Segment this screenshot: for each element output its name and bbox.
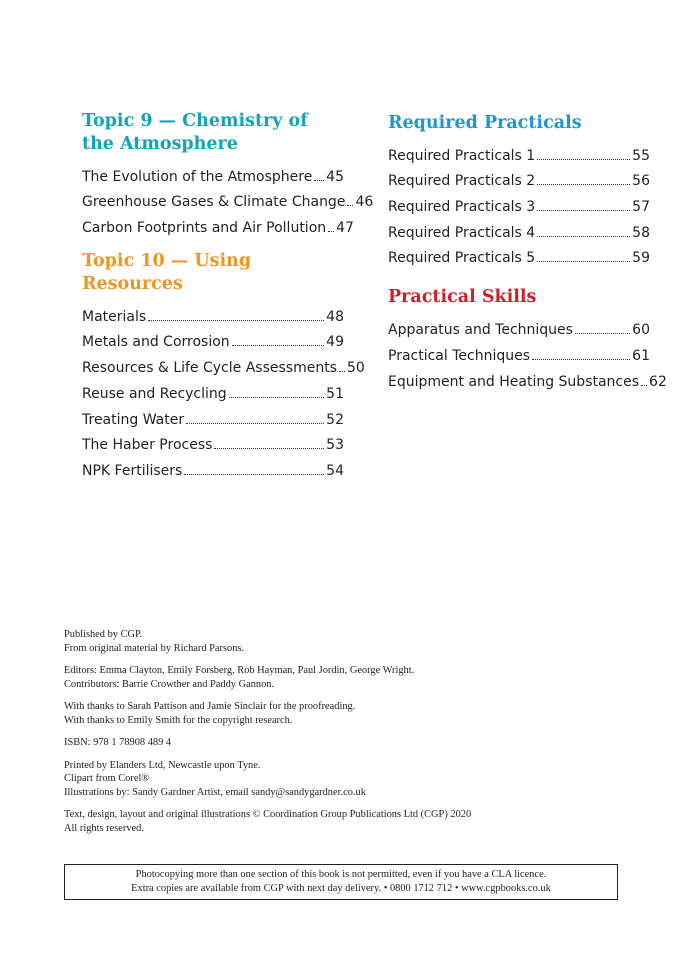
dot-leader — [641, 385, 647, 386]
toc-item-label: Equipment and Heating Substances — [388, 373, 640, 390]
toc-item-page: 52 — [326, 411, 344, 428]
left-column — [82, 110, 374, 479]
toc-item-label: Reuse and Recycling — [82, 385, 227, 402]
copyright-line: Text, design, layout and original illustrations © Coordination Group Publications Ltd (CGP) 2020 — [64, 809, 472, 820]
toc-item[interactable] — [82, 159, 344, 185]
thanks-line: With thanks to Emily Smith for the copyright research. — [64, 714, 293, 726]
toc-item-page: 60 — [632, 322, 650, 339]
published-line: Published by CGP. — [64, 629, 143, 640]
right-column — [388, 112, 667, 390]
toc-item-page: 49 — [326, 334, 344, 351]
toc-item[interactable] — [82, 453, 344, 479]
dot-leader — [232, 345, 325, 346]
rights-line: All rights reserved. — [64, 822, 144, 834]
dot-leader — [575, 333, 630, 334]
dot-leader — [148, 320, 324, 321]
toc-item-label: Materials — [82, 308, 147, 325]
topic9-heading — [82, 110, 344, 156]
toc-item-label: Greenhouse Gases & Climate Change — [82, 194, 346, 211]
toc-item[interactable] — [388, 241, 650, 267]
toc-item[interactable] — [388, 164, 650, 190]
toc-item-label: Carbon Footprints and Air Pollution — [82, 220, 327, 237]
dot-leader — [314, 180, 324, 181]
dot-leader — [184, 474, 324, 475]
toc-item-label: The Evolution of the Atmosphere — [82, 168, 313, 185]
imprint — [64, 628, 624, 844]
toc-item-page: 59 — [632, 250, 650, 267]
toc-item[interactable] — [82, 402, 344, 428]
toc-item-page: 46 — [355, 194, 374, 211]
toc-item[interactable] — [388, 338, 650, 364]
isbn-line: ISBN: 978 1 78908 489 4 — [64, 737, 172, 748]
toc-item-label: NPK Fertilisers — [82, 462, 183, 479]
dot-leader — [347, 205, 353, 206]
topic10-heading: Topic 10 — Using Resources — [82, 251, 252, 295]
toc-item-page: 45 — [326, 168, 344, 185]
practical-skills-list — [388, 312, 667, 390]
dot-leader — [537, 184, 630, 185]
toc-item[interactable] — [82, 428, 344, 454]
topic9-heading-line1: Topic 9 — Chemistry of — [82, 111, 308, 131]
dot-leader — [537, 236, 630, 237]
imprint-isbn — [64, 736, 624, 750]
toc-item[interactable] — [82, 325, 344, 351]
notice-line: Photocopying more than one section of this book is not permitted, even if you have a CLA licence. — [135, 869, 547, 880]
imprint-copyright — [64, 808, 624, 835]
toc-item[interactable] — [388, 189, 650, 215]
practical-skills-heading: Practical Skills — [388, 287, 537, 308]
dot-leader — [229, 397, 325, 398]
illustrations-line: Illustrations by: Sandy Gardner Artist, email sandy@sandygardner.co.uk — [64, 786, 366, 798]
toc-item[interactable] — [388, 138, 650, 164]
imprint-publisher — [64, 628, 624, 655]
editors-line: Editors: Emma Clayton, Emily Forsberg, Rob Hayman, Paul Jordin, George Wright. — [64, 665, 415, 676]
dot-leader — [532, 359, 630, 360]
toc-item-label: Required Practicals 5 — [388, 250, 536, 267]
toc-item-page: 61 — [632, 347, 650, 364]
toc-item-page: 51 — [326, 385, 344, 402]
toc-item-label: Apparatus and Techniques — [388, 322, 573, 339]
notice-line: Extra copies are available from CGP with next day delivery. • 0800 1712 712 • www.cgpbooks.co.uk — [131, 883, 551, 894]
toc-item-label: Resources & Life Cycle Assessments — [82, 360, 337, 377]
photocopy-notice-box — [64, 864, 618, 900]
toc-item-page: 54 — [326, 462, 344, 479]
original-line: From original material by Richard Parsons. — [64, 642, 245, 654]
toc-item-page: 57 — [632, 199, 650, 216]
toc-item-page: 55 — [632, 147, 650, 164]
thanks-line: With thanks to Sarah Pattison and Jamie Sinclair for the proofreading. — [64, 701, 356, 712]
contributors-line: Contributors: Barrie Crowther and Paddy Gannon. — [64, 678, 275, 690]
toc-item[interactable] — [82, 350, 365, 377]
toc-item[interactable] — [82, 210, 354, 237]
toc-item-page: 53 — [326, 437, 344, 454]
toc-item-label: Required Practicals 2 — [388, 173, 536, 190]
imprint-thanks — [64, 700, 624, 727]
toc-item-page: 47 — [336, 220, 354, 237]
toc-item-page: 62 — [649, 373, 667, 390]
toc-item[interactable] — [388, 215, 650, 241]
toc-item-label: Practical Techniques — [388, 347, 531, 364]
toc-item-label: Required Practicals 1 — [388, 147, 536, 164]
dot-leader — [537, 159, 630, 160]
toc-item[interactable] — [388, 312, 650, 338]
printed-line: Printed by Elanders Ltd, Newcastle upon Tyne. — [64, 759, 261, 771]
dot-leader — [537, 210, 630, 211]
toc-item-page: 50 — [346, 360, 365, 377]
clipart-line: Clipart from Corel® — [64, 773, 150, 784]
dot-leader — [339, 371, 345, 372]
toc-item-label: Required Practicals 4 — [388, 224, 536, 241]
topic10-list — [82, 299, 365, 479]
dot-leader — [537, 261, 630, 262]
required-practicals-list — [388, 138, 650, 266]
imprint-credits — [64, 664, 624, 691]
dot-leader — [328, 231, 334, 232]
required-practicals-heading: Required Practicals — [388, 113, 582, 133]
toc-item[interactable] — [82, 376, 344, 402]
toc-item-page: 56 — [632, 173, 650, 190]
toc-item-page: 58 — [632, 224, 650, 241]
toc-item-label: The Haber Process — [82, 437, 213, 454]
toc-item[interactable] — [82, 185, 374, 211]
imprint-printing — [64, 759, 624, 800]
toc-item-label: Treating Water — [82, 411, 185, 428]
toc-item[interactable] — [388, 364, 667, 390]
dot-leader — [186, 423, 324, 424]
toc-item[interactable] — [82, 299, 344, 325]
toc-item-label: Required Practicals 3 — [388, 199, 536, 216]
toc-item-label: Metals and Corrosion — [82, 334, 230, 351]
topic9-list — [82, 159, 374, 237]
dot-leader — [214, 448, 324, 449]
toc-item-page: 48 — [326, 308, 344, 325]
topic9-heading-line2: the Atmosphere — [82, 134, 238, 154]
